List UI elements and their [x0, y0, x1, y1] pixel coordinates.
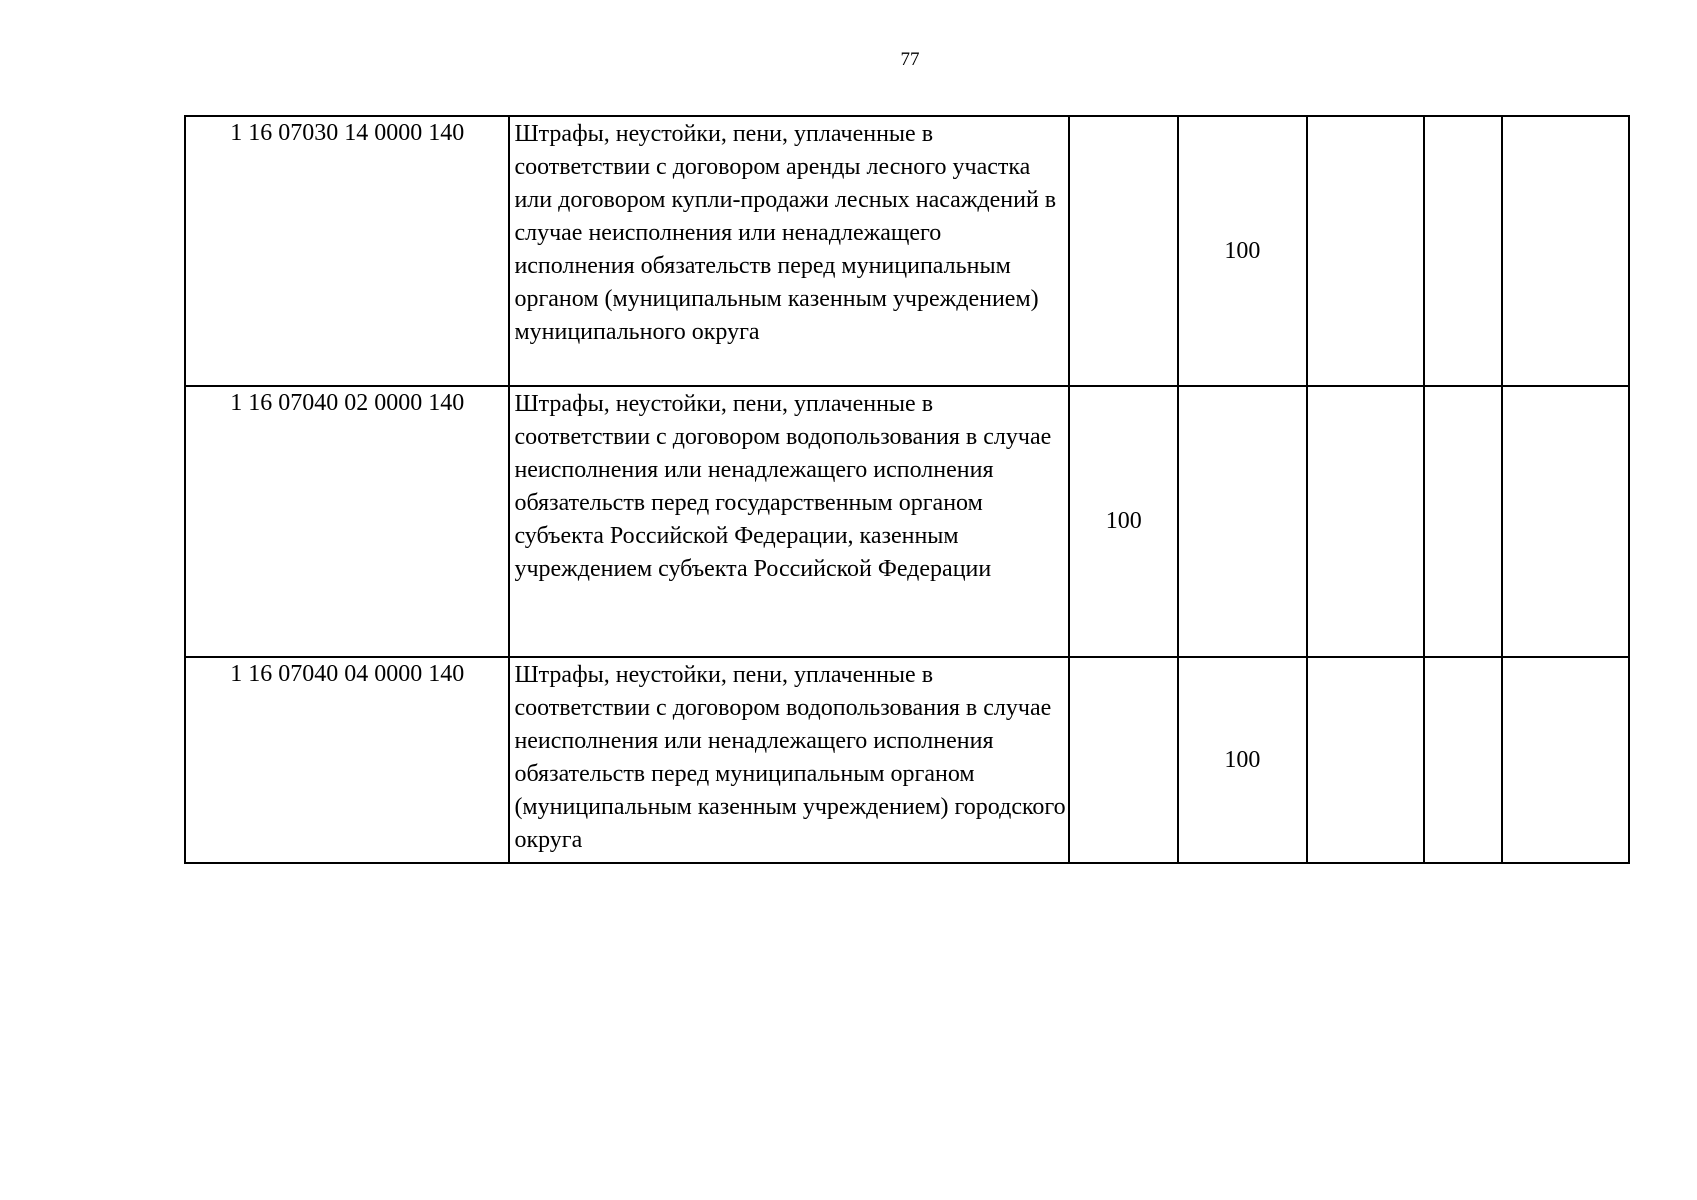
value-cell-col6	[1424, 116, 1502, 386]
value-cell-col4	[1178, 386, 1306, 657]
value-cell-col7	[1502, 657, 1629, 863]
value-cell-col3	[1069, 657, 1178, 863]
value-cell-col4: 100	[1178, 116, 1306, 386]
value-cell-col3	[1069, 116, 1178, 386]
revenue-code-cell: 1 16 07040 04 0000 140	[185, 657, 509, 863]
table-row	[185, 386, 1629, 657]
revenue-code-cell: 1 16 07040 02 0000 140	[185, 386, 509, 657]
table-row	[185, 657, 1629, 863]
revenue-description-cell: Штрафы, неустойки, пени, уплаченные в соответствии с договором водопользования в случае неисполнения или ненадлежащего исполнения обязательств перед муниципальным органом (муниципальным казенным учреждением) городского округа	[509, 657, 1069, 863]
value-cell-col6	[1424, 386, 1502, 657]
value-cell-col4: 100	[1178, 657, 1306, 863]
value-cell-col7	[1502, 116, 1629, 386]
budget-revenue-table	[184, 115, 1630, 864]
value-cell-col3: 100	[1069, 386, 1178, 657]
revenue-description-cell: Штрафы, неустойки, пени, уплаченные в соответствии с договором аренды лесного участка или договором купли-продажи лесных насаждений в случае неисполнения или ненадлежащего исполнения обязательств перед муниципальным органом (муниципальным казенным учреждением) муниципального округа	[509, 116, 1069, 386]
value-cell-col7	[1502, 386, 1629, 657]
table-row	[185, 116, 1629, 386]
value-cell-col6	[1424, 657, 1502, 863]
value-cell-col5	[1307, 386, 1424, 657]
page-number: 77	[900, 49, 920, 70]
value-cell-col5	[1307, 116, 1424, 386]
revenue-code-cell: 1 16 07030 14 0000 140	[185, 116, 509, 386]
value-cell-col5	[1307, 657, 1424, 863]
revenue-description-cell: Штрафы, неустойки, пени, уплаченные в соответствии с договором водопользования в случае неисполнения или ненадлежащего исполнения обязательств перед государственным органом субъекта Российской Федерации, казенным учреждением субъекта Российской Федерации	[509, 386, 1069, 657]
